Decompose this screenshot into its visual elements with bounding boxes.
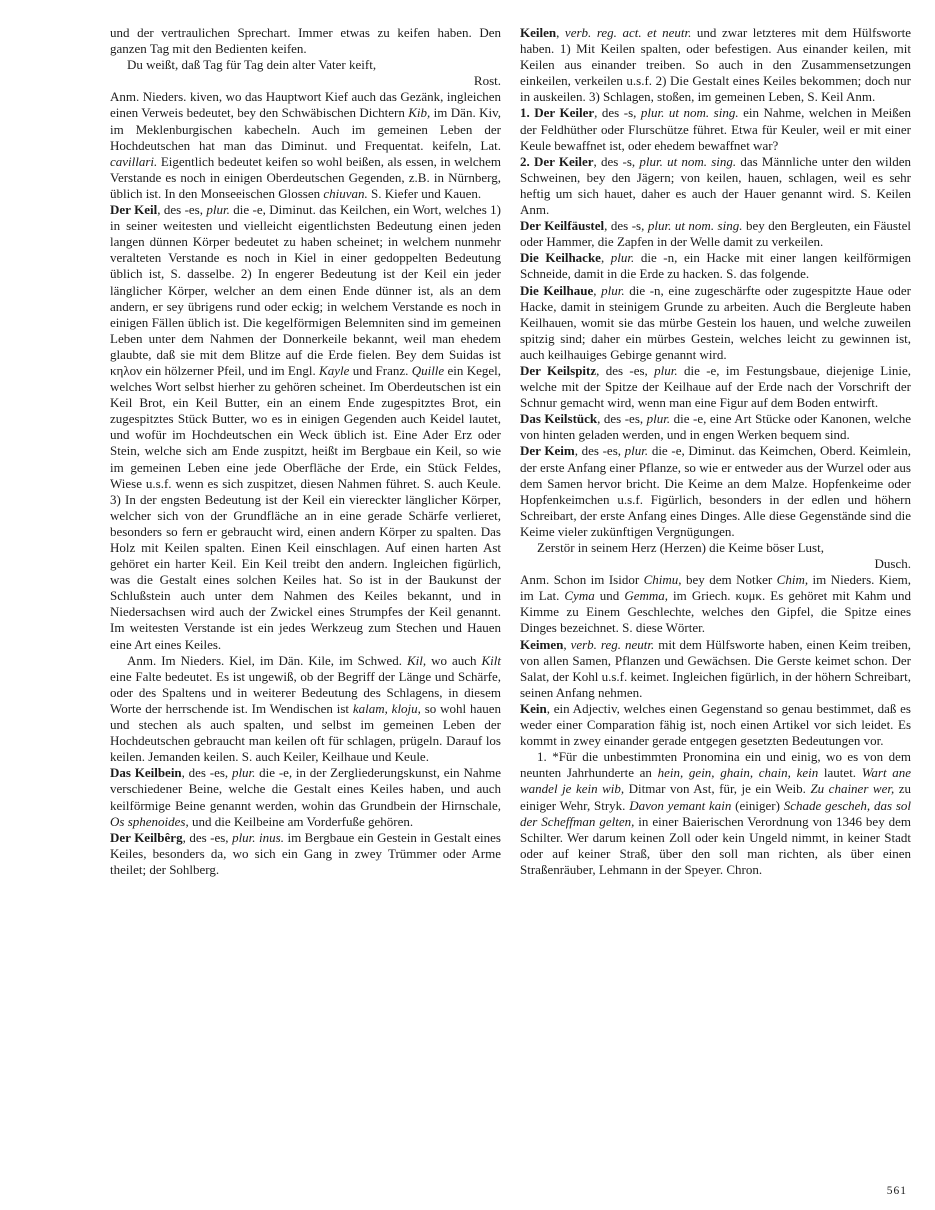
italic-text: plur. ut nom. sing. (647, 218, 743, 234)
headword: Die Keilhaue (520, 282, 594, 298)
text-run: und die Keilbeine am Vorderfuße gehören. (188, 813, 414, 829)
text-run: und Franz. (349, 362, 412, 378)
entry-die-keilhacke (520, 250, 911, 282)
continuation-keifen (110, 25, 501, 57)
text-run: die -e, eine Art Stücke oder Kanonen, welche von hinten geladen werden, und in engen Werken bequem sind. (520, 411, 912, 443)
entry-der-keilfaeustel (520, 218, 911, 250)
text-run: mit dem Hülfsworte haben, einen Keim treiben, von allen Samen, Pflanzen und Gewächsen. Die Gerste keimet schon. Der Salat, der Kohl u.s.f. keimet. Ingleichen figürlich, in der höhern Schreibart, seinen Anfang nehmen. (520, 636, 911, 700)
text-run: in einer Baierischen Verordnung von 1346 bey dem Schilter. Wer darum keinen Zoll oder kein Ungeld nimmt, in keiner Stadt oder auf keiner Straß, über den soll man richten, als über einen Straßenräuber, Lehmann in der Speyer. Chron. (520, 813, 912, 877)
italic-text: plur. (231, 765, 256, 781)
text-run: die -e, Diminut. das Keilchen, ein Wort, welches 1) in seiner weitesten und vielleicht eigentlichsten Bedeutung einen jeden langen dünnen Körper bedeutet zu haben scheinet; in welchem nunmehr veralteten Verstande es noch in Kiel in einer gedoppelten Bedeutung üblich ist, S. dasselbe. 2) In engerer Bedeutung ist der Keil ein jeder länglicher Körper, welcher an dem einen Ende dünner ist, als an dem andern, er sey übrigens rund oder eckig; in welchem Verstande es noch in einigen Fällen üblich ist. Die kegelförmigen Belemniten sind im gemeinen Leben unter dem Nahmen der Donnerkeile bekannt, weil man ehedem glaubte, daß sie mit dem Blitze auf die Erde fielen. Bey dem Suidas ist κηλον ein hölzerner Pfeil, und im Engl. (110, 202, 501, 378)
italic-text: plur. ut nom. sing. (640, 105, 739, 121)
text-run: Dusch. (874, 556, 911, 572)
text-run: Anm. Schon im Isidor (520, 572, 644, 588)
page-number: 561 (886, 1185, 907, 1197)
italic-text: plur. (601, 282, 625, 298)
italic-text: plur. (646, 411, 671, 427)
headword: Das Keilbein (110, 765, 182, 781)
headword: Der Keilbêrg (110, 829, 183, 845)
text-run: , des -es, (182, 829, 233, 845)
headword: 1. Der Keiler (520, 105, 595, 121)
entry-kein (520, 701, 911, 749)
entry-das-keilstueck (520, 411, 911, 443)
headword: Das Keilstück (520, 411, 598, 427)
text-run: Rost. (473, 73, 501, 89)
italic-text: Quille (411, 362, 445, 378)
headword: Die Keilhacke (520, 250, 601, 266)
headword: 2. Der Keiler (520, 153, 594, 169)
entry-keilen (520, 25, 911, 105)
italic-text: Kilt (481, 652, 501, 668)
text-run: , (563, 636, 571, 652)
text-run: das Männliche unter den wilden Schweinen, bey den Jägern; von keilen, hauen, schlagen, weil es sehr heftig um sich hauet, daher es auch der Hauer genannt wird. S. Keilen Anm. (520, 153, 912, 218)
text-run: wo auch (426, 652, 482, 668)
text-run: so wohl hauen und stechen als auch spalten, und selbst im gemeinen Leben der Hochdeutschen gebraucht man keilen oft für schlagen, prügeln. Darauf los keilen. Jemanden keilen. S. auch Keiler, Keilhaue und Keule. (110, 700, 501, 765)
italic-text: plur. (206, 202, 230, 218)
text-run: und der vertraulichen Sprechart. Immer etwas zu keifen haben. Den ganzen Tag mit den Bedienten keifen. (110, 25, 501, 57)
text-run: die -e, in der Zergliederungskunst, ein Nahme verschiedener Beine, welche die Gestalt eines Keiles haben, und auch keilförmige Beine genannt werden, wohin das Grundbein der Hirnschale, (110, 765, 501, 813)
text-run: Anm. Im Nieders. Kiel, im Dän. Kile, im Schwed. (127, 652, 408, 668)
text-run: die -n, ein Hacke mit einer langen keilförmigen Schneide, damit in die Erde zu hacken. S. das folgende. (520, 250, 911, 282)
kein-sense-1 (520, 749, 911, 878)
headword: Der Keilfäustel (520, 218, 605, 234)
italic-text: kalam, kloju, (352, 700, 421, 716)
italic-text: plur. (624, 443, 649, 459)
text-run: bey dem Notker (681, 572, 777, 588)
italic-text: plur. ut nom. sing. (639, 153, 737, 169)
italic-text: plur. (654, 362, 678, 378)
text-run: , (593, 282, 602, 298)
text-run: , des -es, (157, 202, 207, 218)
text-run: und (594, 588, 625, 604)
text-run: , des -s, (604, 218, 648, 234)
text-run: zu einiger Wehr, Stryk. (520, 781, 911, 813)
entry-2-der-keiler (520, 154, 911, 218)
text-run: im Nieders. Kiem, im Lat. (520, 572, 911, 604)
headword: Der Keilspitz (520, 362, 597, 378)
quote-attribution (520, 556, 911, 572)
text-run: Du weißt, daß Tag für Tag dein alter Vater keift, (127, 57, 377, 73)
anm-keil (110, 653, 501, 766)
entry-der-keilspitz (520, 363, 911, 411)
headword: Keimen (520, 636, 564, 652)
headword: Der Keil (110, 202, 158, 218)
text-run: , (600, 250, 611, 266)
italic-text: Kib, (408, 105, 431, 121)
text-run: die -e, im Festungsbaue, diejenige Linie, welche mit der Spitze der Keilhaue auf der Erde nach der Vorschrift der Schnur gemacht wird, wenn man eine Figur auf dem Boden entwirft. (520, 362, 911, 411)
italic-text: Chimu, (643, 572, 682, 588)
text-run: , ein Adjectiv, welches einen Gegenstand so genau bestimmet, daß es weder einer Comparation fähig ist, noch einen Artikel vor sich leidet. Es kommt in zwey einander gerade entgegen gesetzten Bedeutungen vor. (520, 700, 911, 749)
entry-keimen (520, 637, 911, 701)
quote-attribution (110, 73, 501, 89)
entry-der-keil (110, 202, 501, 653)
text-run: (einiger) (731, 797, 784, 813)
left-column (110, 25, 501, 878)
text-run: Zerstör in seinem Herz (Herzen) die Keime böser Lust, (537, 540, 824, 555)
right-column (520, 25, 911, 878)
text-run: , des -es, (596, 362, 655, 378)
italic-text: verb. reg. neutr. (570, 636, 655, 652)
entry-das-keilbein (110, 765, 501, 829)
italic-text: Gemma, (624, 588, 669, 604)
text-run: , des -es, (574, 443, 625, 459)
italic-text: Schade gescheh, das sol der Scheffman gelten, (520, 797, 911, 829)
italic-text: Kil, (407, 652, 427, 668)
italic-text: Kayle (319, 362, 350, 378)
text-run: Anm. Nieders. kiven, wo das Hauptwort Kief auch das Gezänk, ingleichen einen Verweis bedeutet, bey den Schwäbischen Dichtern (110, 89, 501, 121)
text-run: S. Kiefer und Kauen. (367, 185, 482, 201)
anm-keifen (110, 89, 501, 202)
text-run: und zwar letzteres mit dem Hülfsworte haben. 1) Mit Keilen spalten, oder befestigen. Aus einander keilen, mit Keilen aus einander treiben. So auch in den Zusammensetzungen einkeilen, verkeilen u.s.f. 2) Die Gestalt eines Keiles bekommen; doch nur in auskeilen. 3) Schlagen, stoßen, im gemeinen Leben, S. Keil Anm. (520, 25, 911, 105)
italic-text: plur. inus. (232, 829, 284, 845)
text-run: im Griech. κυμκ. Es gehöret mit Kahm und Kimme zu Einem Geschlechte, welches den Gipfel, die Spitze eines Dinges bezeichnet. S. diese Wörter. (520, 588, 912, 636)
text-run: ein Nahme, welchen in Meißen der Feldhüther oder Flurschütze führet. Etwa für Keuler, weil er mit einer Keule bewaffnet ist, oder ehedem bewaffnet war? (520, 105, 911, 153)
italic-text: Davon yemant kain (629, 797, 732, 813)
headword: Keilen (520, 25, 557, 40)
italic-text: Chim, (776, 572, 809, 588)
entry-der-keilberg (110, 830, 501, 878)
headword: Kein (520, 700, 547, 716)
italic-text: Cyma (564, 588, 595, 604)
italic-text: chiuvan. (323, 185, 368, 201)
verse-quote (110, 57, 501, 73)
text-run: ein Kegel, welches Wort selbst hierher zu gehören scheinet. Im Oberdeutschen ist ein Keil Brot, ein Keil Butter, ein an einem Ende zugespitztes Brot, ein zugespitztes Stück Butter, wo es in einigen Gegenden auch Keidel lautet, und wofür im Hochdeutschen ein Weck üblich ist. Eine Ader Erz oder Stein, welche sich am Ende zuspitzt, heißt im Bergbaue ein Keil, so wie im gemeinen Leben eine jede Oberfläche der Erde, ein Stück Feldes, Wiese u.s.f. wenn es sich zuspitzet, diesen Nahmen führet. S. auch Keule. 3) In der engsten Bedeutung ist der Keil ein viereckter länglicher Körper, welcher sich von der Grundfläche an in eine gerade Schärfe verlieret, besonders so fern er gebraucht wird, einen andern Körper zu spalten. Das Holz mit Keilen spalten. Einen Keil einschlagen. Auf einen harten Ast gehöret ein harter Keil. Ein Keil treibt den andern. Ingleichen figürlich, was die Gestalt eines solchen Keiles hat. So ist in der Baukunst der Schlußstein auch unter dem Nahmen des Keiles bekannt, und in Niedersachsen wird auch der Zwickel eines Strumpfes der Keil genannt. Im weitesten Verstande ist ein jedes Werkzeug zum Stechen und Hauen eine Art eines Keiles. (110, 362, 501, 652)
italic-text: Os sphenoides, (110, 813, 189, 829)
text-run: , des -es, (597, 411, 647, 427)
italic-text: plur. (610, 250, 635, 266)
italic-text: cavillari. (110, 153, 158, 169)
text-run: , des -s, (593, 153, 640, 169)
text-run: lautet. (818, 765, 862, 781)
anm-keim (520, 572, 911, 636)
verse-quote (520, 540, 911, 556)
text-run: die -e, Diminut. das Keimchen, Oberd. Keimlein, der erste Anfang einer Pflanze, so wie er entweder aus der Wurzel oder aus dem Samen hervor bricht. Die Keime an dem Malze. Hopfenkeime oder Hopfenkeimchen u.s.f. Figürlich, besonders in der edlen und höhern Schreibart, der erste Anfang eines Dinges. Alle diese Gegenstände sind die Keime vieler zukünftigen Vergnügungen. (520, 443, 911, 539)
entry-1-der-keiler (520, 105, 911, 153)
text-run: die -n, eine zugeschärfte oder zugespitzte Haue oder Hacke, damit in steinigem Grunde zu arbeiten. Auch die Bergleute haben Keilhauen, womit sie das mürbe Gestein los hauen, und welche zuweilen spitzig sind; daher ein mürbes Gestein, welches leicht zu gewinnen ist, auch keilhauiges Gebirge genannt wird. (520, 282, 911, 362)
two-column-text-area (110, 25, 911, 878)
text-run: , des -s, (594, 105, 641, 121)
text-run: eine Falte bedeutet. Es ist ungewiß, ob der Begriff der Länge und Schärfe, oder des Spaltens und in weiterer Bedeutung des Schlagens, in diesem Worte der herrschende ist. Im Wendischen ist (110, 668, 501, 716)
entry-die-keilhaue (520, 283, 911, 363)
text-run: Ditmar von Ast, für, je ein Weib. (624, 781, 811, 797)
text-run: Eigentlich bedeutet keifen so wohl beißen, als essen, in welchem Verstande es noch in einigen Oberdeutschen Gegenden, z.B. in Nürnberg, üblich ist. In den Monseeischen Glossen (110, 153, 501, 201)
italic-text: Zu chainer wer, (810, 781, 895, 797)
headword: Der Keim (520, 443, 575, 459)
text-run: im Dän. Kiv, im Meklenburgischen kabecheln. Auch im gemeinen Leben der Hochdeutschen hat man das Diminut. und Frequentat. keifeln, Lat. (110, 105, 502, 153)
text-run: bey den Bergleuten, ein Fäustel oder Hammer, die Zapfen in der Welle damit zu verkeilen. (520, 218, 911, 250)
italic-text: Wart ane wandel je kein wib, (520, 765, 912, 797)
italic-text: verb. reg. act. et neutr. (564, 25, 692, 40)
text-run: , des -es, (181, 765, 232, 781)
text-run: 1. *Für die unbestimmten Pronomina ein und einig, wo es von dem neunten Jahrhunderte an (520, 749, 911, 781)
entry-der-keim (520, 443, 911, 540)
italic-text: hein, gein, ghain, chain, kein (657, 765, 819, 781)
text-run: im Bergbaue ein Gestein in Gestalt eines Keiles, besonders da, wo sich ein Gang in zwey Trümmer oder Arme theilet; der Sohlberg. (110, 829, 501, 877)
text-run: , (556, 25, 565, 40)
